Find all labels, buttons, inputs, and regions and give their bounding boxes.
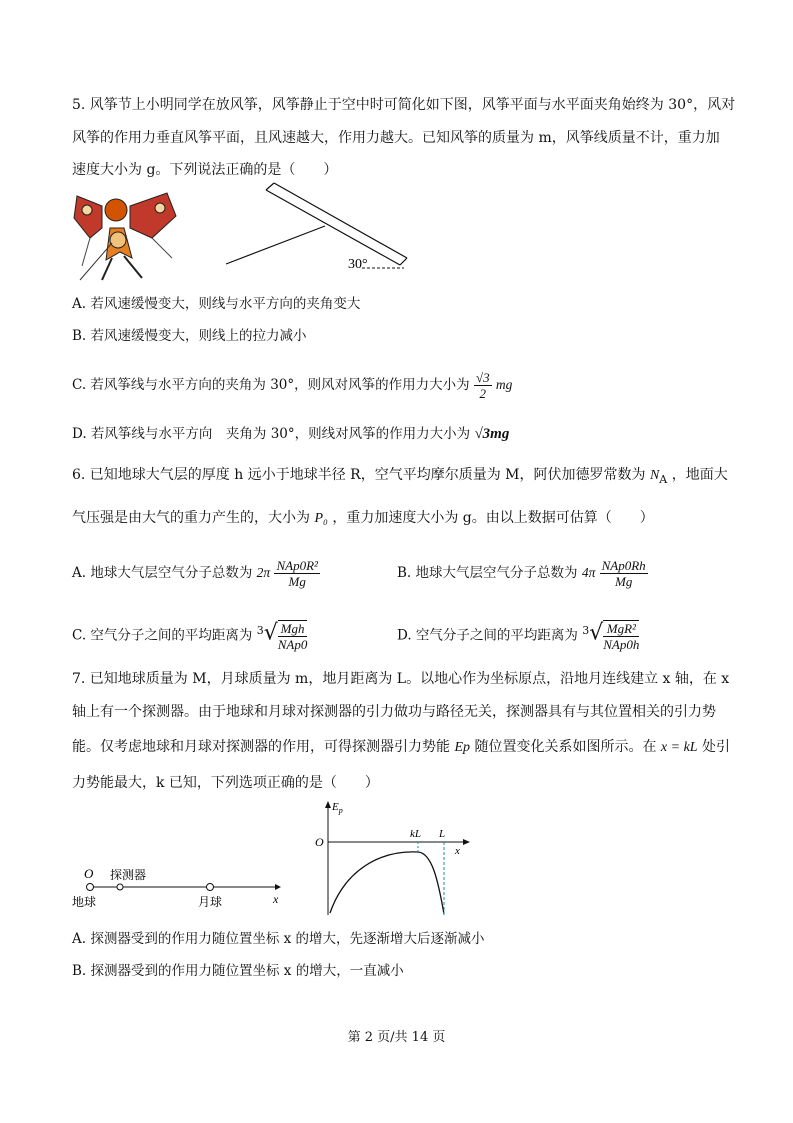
graph-ep-main: E [332, 801, 339, 813]
q6-option-c-radical: $^3$√ $\frac{\text{Mgh}}{\text{NAp0}}$ [256, 620, 308, 652]
probe-label: 探测器 [110, 868, 147, 882]
q6-stem-line1 [72, 465, 728, 490]
q6-option-a-fraction [274, 558, 319, 589]
q5-option-d-text: D. 若风筝线与水平方向 夹角为 30°，则线对风筝的作用力大小为 [72, 426, 471, 442]
q6-stem-line1b: ，地面大 [671, 467, 728, 483]
q7-stem-line4: 力势能最大，k 已知，下列选项正确的是（ ） [72, 775, 379, 791]
q6-option-a-num: NAp0R² [276, 558, 318, 573]
q7-stem-line3b: 随位置变化关系如图所示。在 [474, 739, 657, 755]
q6-option-a [72, 558, 320, 589]
q7-stem-line1: 7. 已知地球质量为 M，月球质量为 m，地月距离为 L。以地心作为坐标原点，沿地月连线建立 x 轴，在 x [72, 671, 730, 687]
angle-label: 30° [348, 257, 368, 272]
axis-origin-label: O [84, 866, 94, 881]
q6-option-b [397, 558, 648, 589]
q6-option-b-coef: 4π [581, 565, 596, 580]
q6-option-c-text: C. 空气分子之间的平均距离为 [72, 627, 253, 644]
q6-option-b-text: B. 地球大气层空气分子总数为 [397, 565, 578, 581]
earth-label: 地球 [72, 895, 97, 909]
q6-option-d-fraction [603, 620, 639, 652]
q5-stem-line2: 风筝的作用力垂直风筝平面，且风速越大，作用力越大。已知风筝的质量为 m，风筝线质量不计，重力加 [72, 130, 720, 146]
q5-option-d [72, 424, 509, 444]
graph-l-label: L [439, 828, 446, 840]
axis-x-label: x [273, 892, 279, 906]
q6-option-c-fraction [278, 620, 308, 652]
graph-ep-label [331, 801, 343, 815]
q6-option-c [72, 620, 307, 652]
q6-stem-line2a: 气压强是由大气的重力产生的，大小为 [72, 510, 310, 526]
q7-option-a: A. 探测器受到的作用力随位置坐标 x 的增大，先逐渐增大后逐渐减小 [72, 931, 485, 947]
q5-option-c-text: C. 若风筝线与水平方向的夹角为 30°，则风对风筝的作用力大小为 [72, 377, 470, 393]
q6-option-c-index: 3 [256, 624, 264, 637]
page-footer: 第 2 页/共 14 页 [347, 1030, 446, 1045]
earth-moon-axis-diagram [70, 860, 290, 910]
q5-stem-line1: 5. 风筝节上小明同学在放风筝，风筝静止于空中时可简化如下图，风筝平面与水平面夹角始终为 30°，风对 [72, 97, 736, 113]
q6-stem-line1a: 6. 已知地球大气层的厚度 h 远小于地球半径 R，空气平均摩尔质量为 M，阿伏加德罗常数为 [72, 467, 646, 483]
q6-option-d-radical: $^3$√ $\frac{\text{MgR²}}{\text{NAp0h}}$ [582, 620, 640, 652]
q5-option-c-fraction [474, 370, 492, 401]
q6-option-b-den: Mg [614, 574, 633, 589]
q7-stem-line3c: 处引 [702, 739, 731, 755]
q5-stem-line3: 速度大小为 g。下列说法正确的是（ ） [72, 162, 338, 178]
q6-option-c-den: NAp0 [277, 637, 308, 652]
q6-option-a-text: A. 地球大气层空气分子总数为 [72, 565, 253, 581]
graph-kl-label: kL [410, 828, 421, 840]
potential-energy-graph [310, 800, 480, 920]
q6-stem-na: N [649, 468, 660, 483]
q5-option-a: A. 若风速缓慢变大，则线与水平方向的夹角变大 [72, 296, 361, 312]
q6-option-c-num: Mgh [278, 621, 308, 637]
graph-origin-label: O [315, 835, 324, 849]
q5-option-c-den: 2 [479, 386, 487, 401]
q7-stem-line3a: 能。仅考虑地球和月球对探测器的作用，可得探测器引力势能 [72, 739, 450, 755]
q7-stem-ep: Ep [454, 740, 471, 755]
q6-stem-line2b: ，重力加速度大小为 g。由以上数据可估算（ ） [332, 510, 654, 526]
moon-label: 月球 [198, 895, 223, 909]
q6-option-d-index: 3 [582, 624, 590, 637]
q6-option-a-coef: 2π [256, 565, 271, 580]
q6-option-d-den: NAp0h [603, 637, 640, 652]
q5-option-c [72, 370, 512, 401]
q5-option-b: B. 若风速缓慢变大，则线上的拉力减小 [72, 328, 307, 344]
q6-option-a-den: Mg [288, 574, 306, 589]
kite-picture [72, 188, 182, 283]
graph-ep-sub: p [338, 806, 343, 815]
kite-force-diagram [222, 188, 412, 278]
q7-stem-line3 [72, 737, 730, 758]
q6-option-d [397, 620, 639, 652]
q5-option-d-math: √3mg [474, 426, 510, 442]
q6-stem-p0: P₀ [314, 511, 328, 526]
q7-stem-line2: 轴上有一个探测器。由于地球和月球对探测器的引力做功与路径无关，探测器具有与其位置相关的引力势 [72, 704, 716, 720]
q5-option-c-num: √3 [475, 370, 490, 385]
q6-stem-na-sub: A [659, 472, 668, 486]
graph-x-label: x [455, 845, 460, 857]
q6-option-b-fraction [600, 558, 648, 589]
q6-option-d-text: D. 空气分子之间的平均距离为 [397, 627, 578, 644]
q7-option-b: B. 探测器受到的作用力随位置坐标 x 的增大，一直减小 [72, 963, 404, 979]
q7-stem-eq: x = kL [660, 740, 698, 755]
q5-option-c-tail: mg [495, 377, 513, 392]
q6-option-b-num: NAp0Rh [601, 558, 646, 573]
q6-stem-line2 [72, 508, 654, 529]
q6-option-d-num: MgR² [603, 621, 639, 637]
